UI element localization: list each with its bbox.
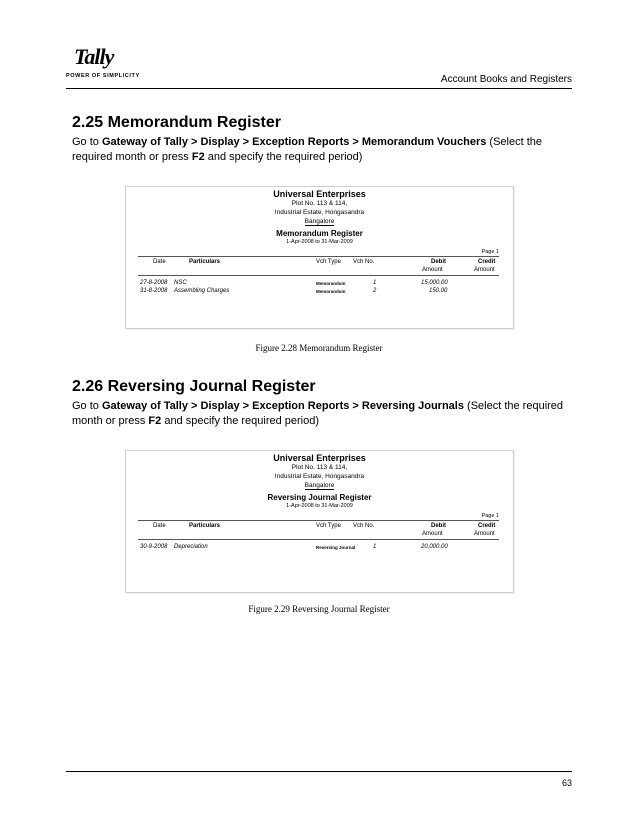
col-credit-amount: Amount	[474, 531, 495, 537]
row-vch-no: 1	[373, 280, 377, 286]
col-credit: Credit	[478, 523, 496, 529]
report-city: Bangalore	[304, 482, 335, 489]
row-date: 30-9-2008	[140, 544, 168, 550]
figure-caption-2-28: Figure 2.28 Memorandum Register	[255, 343, 383, 353]
section-title-memorandum: 2.25 Memorandum Register	[72, 114, 281, 131]
logo-tagline: POWER OF SIMPLICITY	[66, 73, 140, 79]
col-vch-no: Vch No.	[353, 259, 375, 265]
shortcut-key: F2	[148, 414, 162, 427]
table-header-rule	[138, 275, 499, 276]
col-debit: Debit	[431, 523, 446, 529]
footer-divider	[66, 771, 572, 772]
table-top-rule	[138, 520, 499, 521]
report-city: Bangalore	[304, 218, 335, 225]
col-credit-amount: Amount	[474, 267, 495, 273]
report-address-1: Plot No. 113 & 114,	[291, 464, 348, 471]
report-period: 1-Apr-2008 to 31-Mar-2009	[286, 239, 353, 245]
table-header-rule	[138, 539, 499, 540]
row-particulars: Depreciation	[174, 544, 208, 550]
header-divider	[66, 88, 572, 89]
col-date: Date	[153, 523, 166, 529]
section-title-reversing: 2.26 Reversing Journal Register	[72, 378, 316, 395]
row-particulars: NSC	[174, 280, 187, 286]
row-debit: 20,000.00	[421, 544, 448, 550]
report-page: Page 1	[481, 513, 499, 519]
report-page: Page 1	[481, 249, 499, 255]
report-address-2: Industrial Estate, Hongasandra	[274, 473, 365, 480]
row-vch-type: Memorandum	[316, 289, 346, 294]
col-debit-amount: Amount	[422, 531, 443, 537]
col-particulars: Particulars	[189, 523, 221, 529]
col-debit: Debit	[431, 259, 446, 265]
row-vch-no: 1	[373, 544, 377, 550]
menu-path: Gateway of Tally > Display > Exception Reports > Reversing Journals	[101, 400, 464, 412]
table-top-rule	[138, 256, 499, 257]
row-date: 27-8-2008	[140, 280, 168, 286]
section-body-memorandum: Go to Gateway of Tally > Display > Exception Reports > Memorandum Vouchers (Select the required month or press F2 and specify the required period)	[72, 136, 543, 163]
memorandum-register-screenshot	[125, 186, 514, 329]
col-credit: Credit	[478, 259, 496, 265]
reversing-journal-register-screenshot	[125, 450, 514, 593]
row-particulars: Assembling Charges	[174, 288, 230, 294]
row-vch-type: Memorandum	[316, 281, 346, 286]
col-debit-amount: Amount	[422, 267, 443, 273]
report-period: 1-Apr-2008 to 31-Mar-2009	[286, 503, 353, 509]
page-number: 63	[561, 778, 572, 788]
row-vch-no: 2	[373, 288, 377, 294]
col-vch-type: Vch Type	[316, 523, 341, 529]
report-company: Universal Enterprises	[273, 453, 366, 463]
col-particulars: Particulars	[189, 259, 221, 265]
shortcut-key: F2	[191, 150, 205, 163]
report-title: Memorandum Register	[276, 229, 363, 238]
report-address-1: Plot No. 113 & 114,	[291, 200, 348, 207]
row-debit: 150.00	[429, 288, 448, 294]
chapter-title: Account Books and Registers	[440, 74, 572, 85]
figure-caption-2-29: Figure 2.29 Reversing Journal Register	[248, 604, 390, 614]
section-body-reversing: Go to Gateway of Tally > Display > Exception Reports > Reversing Journals (Select the required month or press F2 and specify the required period)	[72, 400, 564, 427]
menu-path: Gateway of Tally > Display > Exception Reports > Memorandum Vouchers	[101, 136, 487, 148]
row-date: 31-8-2008	[140, 288, 168, 294]
report-address-2: Industrial Estate, Hongasandra	[274, 209, 365, 216]
row-vch-type: Reversing Journal	[316, 545, 356, 550]
report-company: Universal Enterprises	[273, 189, 366, 199]
logo-wordmark: Tally	[74, 44, 114, 69]
tally-logo	[66, 44, 146, 84]
col-date: Date	[153, 259, 166, 265]
col-vch-no: Vch No.	[353, 523, 375, 529]
row-debit: 15,000.00	[421, 280, 448, 286]
col-vch-type: Vch Type	[316, 259, 341, 265]
report-title: Reversing Journal Register	[267, 493, 372, 502]
